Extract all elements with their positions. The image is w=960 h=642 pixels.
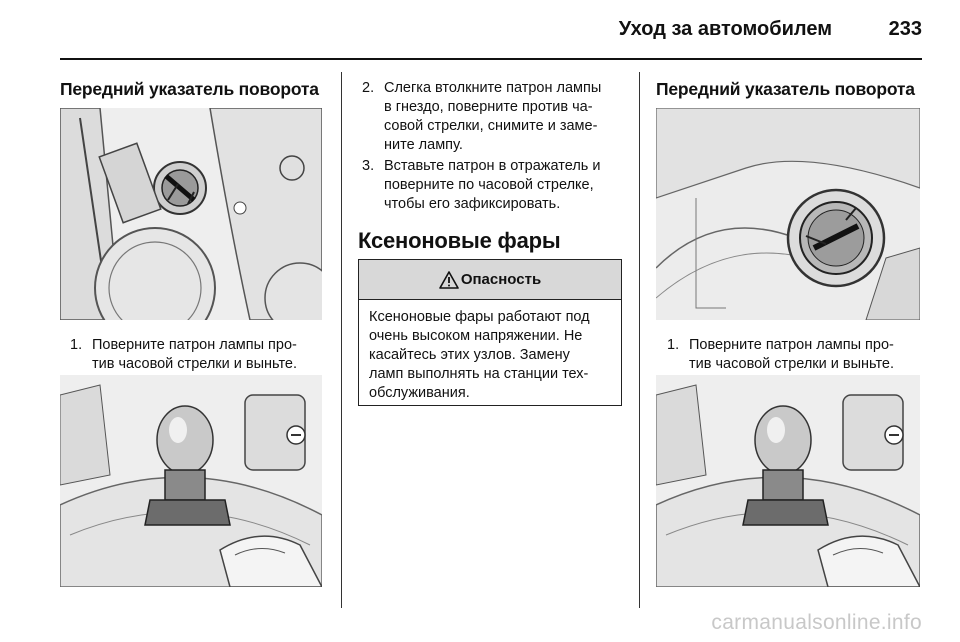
warning-line: ламп выполнять на станции тех- bbox=[369, 366, 589, 382]
watermark: carmanualsonline.info bbox=[711, 611, 922, 634]
warning-line: Ксеноновые фары работают под bbox=[369, 309, 590, 325]
step-text bbox=[689, 336, 894, 374]
warning-line: касайтесь этих узлов. Замену bbox=[369, 347, 570, 363]
header-rule bbox=[60, 58, 922, 60]
warning-header bbox=[359, 260, 621, 300]
step-line: чтобы его зафиксировать. bbox=[384, 196, 561, 212]
step-line: совой стрелки, снимите и заме- bbox=[384, 118, 598, 134]
section-heading-turn-signal-2: Передний указатель поворота bbox=[656, 79, 915, 99]
step-line: ните лампу. bbox=[384, 137, 463, 153]
warning-label: Опасность bbox=[460, 271, 542, 288]
photo-turn-signal-socket bbox=[60, 108, 322, 320]
step-line: Слегка втолкните патрон лампы bbox=[384, 80, 602, 96]
section-xenon bbox=[358, 228, 624, 254]
step-line: Поверните патрон лампы про- bbox=[689, 337, 894, 353]
photo-turn-signal-socket-2 bbox=[656, 108, 920, 320]
page-number: 233 bbox=[888, 18, 922, 40]
column-right bbox=[656, 72, 922, 100]
warning-triangle-icon bbox=[439, 271, 459, 289]
column-divider-2 bbox=[639, 72, 640, 608]
warning-text bbox=[359, 300, 621, 403]
step-text bbox=[92, 336, 297, 374]
step-line: тив часовой стрелки и выньте. bbox=[92, 356, 298, 372]
column-divider-1 bbox=[341, 72, 342, 608]
step-number: 2. bbox=[362, 80, 375, 96]
photo-bulb-removal bbox=[60, 375, 322, 587]
chapter-title: Уход за автомобилем bbox=[618, 18, 832, 40]
page-header bbox=[60, 14, 922, 50]
step-text bbox=[384, 79, 601, 155]
warning-line: очень высоком напряжении. Не bbox=[369, 328, 583, 344]
step-text bbox=[384, 157, 600, 214]
step-line: поверните по часовой стрелке, bbox=[384, 177, 594, 193]
step-line: Поверните патрон лампы про- bbox=[92, 337, 297, 353]
warning-line: обслуживания. bbox=[369, 385, 470, 401]
photo-bulb-removal-2 bbox=[656, 375, 920, 587]
column-left bbox=[60, 72, 322, 100]
step-number: 3. bbox=[362, 158, 375, 174]
warning-box bbox=[358, 259, 622, 406]
step-line: в гнездо, поверните против ча- bbox=[384, 99, 593, 115]
section-heading-xenon: Ксеноновые фары bbox=[358, 228, 561, 253]
step-number: 1. bbox=[70, 337, 83, 353]
step-number: 1. bbox=[667, 337, 680, 353]
step-line: тив часовой стрелки и выньте. bbox=[689, 356, 895, 372]
section-heading-turn-signal: Передний указатель поворота bbox=[60, 79, 319, 99]
step-line: Вставьте патрон в отражатель и bbox=[384, 158, 601, 174]
